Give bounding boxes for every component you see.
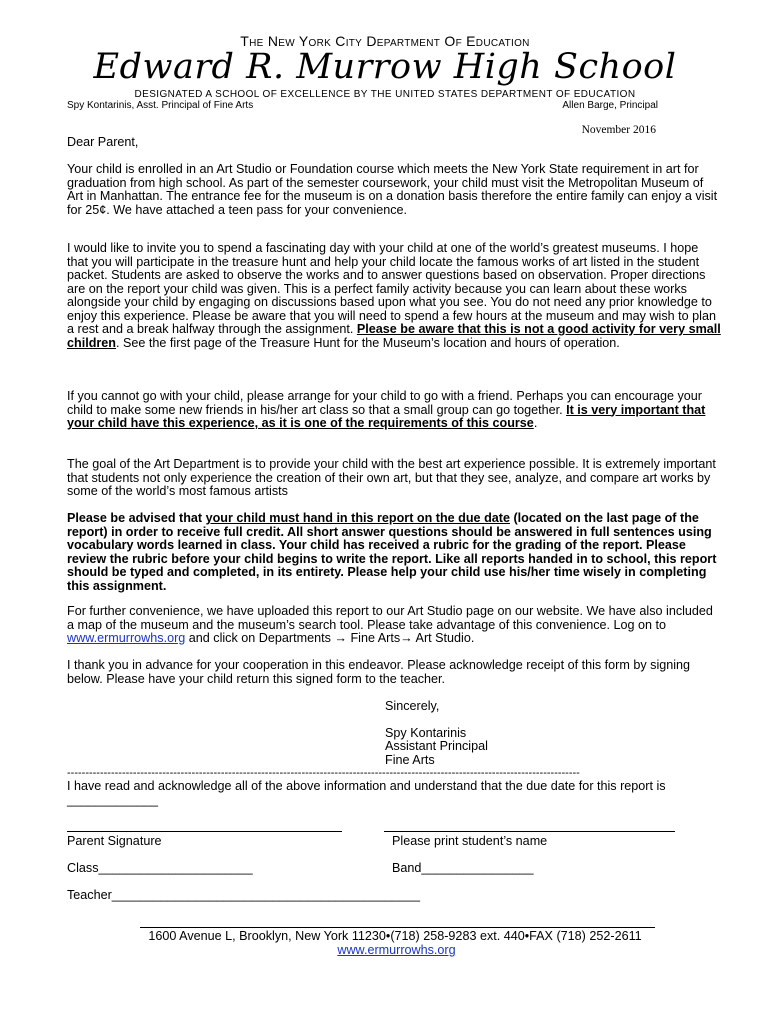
teacher-field[interactable]: Teacher____________________________________________	[67, 888, 420, 902]
principal-line: Allen Barge, Principal	[562, 100, 658, 111]
class-field[interactable]: Class______________________	[67, 861, 253, 875]
due-date-text: (located on the last page of the report) in order to receive full credit. All short answer questions should be answered in full sentences using vocabulary words learned in class. Your child has received a rubric for the grading of the report. Please review the rubric before your child begins to write the report. Like all reports handed in to school, this report should be typed and completed, in its entirety. Please help your child use his/her time wisely in completing this assignment.	[67, 511, 717, 593]
closing-name: Spy Kontarinis	[385, 725, 467, 740]
salutation: Dear Parent,	[67, 135, 139, 149]
website-text-end: and click on Departments → Fine Arts→ Art Studio.	[185, 631, 475, 645]
friend-text: If you cannot go with your child, please arrange for your child to go with a friend. Perhaps you can encourage your child to make some new friends in his/her art class so that a small group can go together.	[67, 389, 702, 417]
invitation-text: I would like to invite you to spend a fascinating day with your child at one of the world’s greatest museums. I hope that you will participate in the treasure hunt and help your child locate the famous works of art listed in the student packet. Students are asked to observe the works and to answer questions based on observation. Proper directions are on the report your child was given. This is a perfect family activity because you can learn about these works alongside your child by engaging on discussions based upon what you see. You do not need any prior knowledge to enjoy this experience. Please be aware that you will need to spend a few hours at the museum and may wish to plan a rest and a break halfway through the assignment.	[67, 241, 716, 336]
asst-principal-line: Spy Kontarinis, Asst. Principal of Fine Arts	[67, 100, 254, 111]
closing-block	[385, 700, 488, 767]
parent-signature-line[interactable]	[67, 831, 342, 832]
footer-website	[0, 943, 770, 957]
paragraph-enrollment	[67, 163, 722, 217]
due-date-intro: Please be advised that	[67, 511, 206, 525]
website-text: For further convenience, we have uploaded this report to our Art Studio page on our website. We have also included a map of the museum and the museum’s search tool. Please take advantage of this convenience. Log on to	[67, 604, 713, 632]
paragraph-friend	[67, 390, 722, 431]
closing-sincerely: Sincerely,	[385, 699, 440, 713]
paragraph-goal-text: The goal of the Art Department is to provide your child with the best art experience possible. It is extremely important that students not only experience the creation of their own art, but that they see, analyze, and compare art works by some of the world’s most famous artists	[67, 457, 716, 498]
footer-website-link[interactable]: www.ermurrowhs.org	[337, 943, 456, 957]
paragraph-enrollment-text: Your child is enrolled in an Art Studio or Foundation course which meets the New York State requirement in art for graduation from high school. As part of the semester coursework, your child must visit the Metropolitan Museum of Art in Manhattan. The entrance fee for the museum is on a donation basis therefore the entire family can enjoy a visit for 25¢. We have attached a teen pass for your convenience.	[67, 162, 718, 217]
friend-text-end: .	[533, 416, 538, 430]
tear-off-separator: --------------------------------------------------------------------------------------------------------------------------------------------	[67, 767, 580, 779]
footer-address: 1600 Avenue L, Brooklyn, New York 11230•(718) 258-9283 ext. 440•FAX (718) 252-2611	[148, 929, 642, 943]
requirement-emphasis: It is very important that your child have this experience, as it is one of the requirements of this course	[67, 402, 706, 430]
paragraph-invitation	[67, 242, 722, 350]
band-field[interactable]: Band________________	[392, 861, 534, 875]
invitation-text-end: . See the first page of the Treasure Hunt for the Museum’s location and hours of operation.	[116, 335, 620, 350]
acknowledgement-text: I have read and acknowledge all of the above information and understand that the due date for this report is _____________	[67, 779, 666, 807]
designation-line: DESIGNATED A SCHOOL OF EXCELLENCE BY THE UNITED STATES DEPARTMENT OF EDUCATION	[134, 89, 636, 100]
closing-dept: Fine Arts	[385, 752, 435, 767]
parent-signature-label: Parent Signature	[67, 834, 162, 848]
website-link[interactable]: www.ermurrowhs.org	[67, 631, 186, 645]
paragraph-due-date	[67, 512, 722, 593]
paragraph-website	[67, 605, 722, 646]
due-date-emphasis: your child must hand in this report on the due date	[205, 511, 510, 525]
paragraph-goal	[67, 458, 722, 499]
small-children-warning: Please be aware that this is not a good activity for very small children	[67, 322, 721, 350]
student-name-line[interactable]	[384, 831, 675, 832]
letter-date: November 2016	[581, 124, 656, 136]
student-name-label: Please print student’s name	[392, 834, 548, 848]
footer-divider	[140, 927, 655, 928]
department-heading: The New York City Department Of Education	[240, 33, 530, 49]
school-name-heading: Edward R. Murrow High School	[93, 47, 677, 87]
paragraph-thanks	[67, 659, 722, 686]
paragraph-thanks-text: I thank you in advance for your cooperation in this endeavor. Please acknowledge receipt of this form by signing below. Please have your child return this signed form to the teacher.	[67, 658, 691, 686]
closing-title: Assistant Principal	[385, 739, 488, 753]
